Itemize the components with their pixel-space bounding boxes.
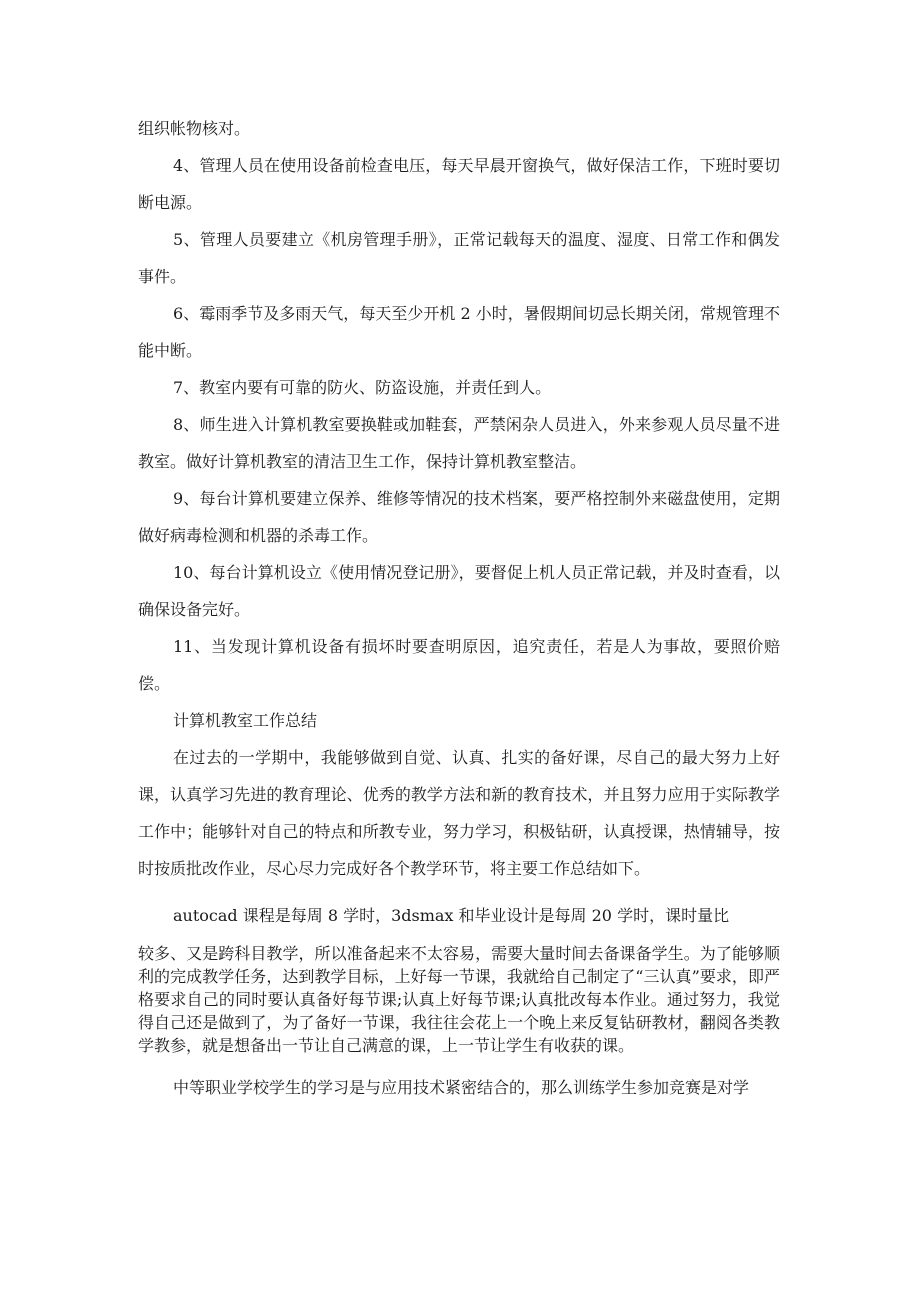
rule-item-11: 11、当发现计算机设备有损坏时要查明原因，追究责任，若是人为事故，要照价赔偿。 [138, 637, 780, 693]
course-preparation-paragraph: 较多、又是跨科目教学，所以准备起来不太容易，需要大量时间去备课备学生。为了能够顺利的完成教学任务，达到教学目标，上好每一节课，我就给自己制定了“三认真”要求，即严格要求自己的同时要认真备好每节课;认真上好每节课;认真批改每本作业。通过努力，我觉得自己还是做到了，为了备好一节课，我往往会花上一个晚上来反复钻研教材，翻阅各类教学教参，就是想备出一节让自己满意的课，上一节让学生有收获的课。 [138, 944, 780, 1055]
section-title: 计算机教室工作总结 [173, 711, 318, 730]
competition-paragraph: 中等职业学校学生的学习是与应用技术紧密结合的，那么训练学生参加竞赛是对学 [173, 1078, 750, 1097]
summary-intro-paragraph: 在过去的一学期中，我能够做到自觉、认真、扎实的备好课，尽自己的最大努力上好课，认真学习先进的教育理论、优秀的教学方法和新的教育技术，并且努力应用于实际教学工作中；能够针对自己的特点和所教专业，努力学习，积极钻研，认真授课，热情辅导，按时按质批改作业，尽心尽力完成好各个教学环节，将主要工作总结如下。 [138, 748, 780, 878]
rule-item-5: 5、管理人员要建立《机房管理手册》，正常记载每天的温度、湿度、日常工作和偶发事件。 [138, 230, 780, 286]
course-hours-paragraph: autocad 课程是每周 8 学时，3dsmax 和毕业设计是每周 20 学时，课时量比 [173, 906, 730, 925]
paragraph-continuation: 组织帐物核对。 [138, 119, 251, 138]
rule-item-9: 9、每台计算机要建立保养、维修等情况的技术档案，要严格控制外来磁盘使用，定期做好病毒检测和机器的杀毒工作。 [138, 489, 780, 545]
rule-item-4: 4、管理人员在使用设备前检查电压，每天早晨开窗换气，做好保洁工作，下班时要切断电源。 [138, 156, 780, 212]
rule-item-6: 6、霉雨季节及多雨天气，每天至少开机 2 小时，暑假期间切忌长期关闭，常规管理不能中断。 [138, 304, 780, 360]
rule-item-10: 10、每台计算机设立《使用情况登记册》，要督促上机人员正常记载，并及时查看，以确保设备完好。 [138, 563, 780, 619]
document-page [138, 110, 780, 1106]
rule-item-8: 8、师生进入计算机教室要换鞋或加鞋套，严禁闲杂人员进入，外来参观人员尽量不进教室。做好计算机教室的清洁卫生工作，保持计算机教室整洁。 [138, 415, 780, 471]
rule-item-7: 7、教室内要有可靠的防火、防盗设施，并责任到人。 [173, 378, 552, 397]
